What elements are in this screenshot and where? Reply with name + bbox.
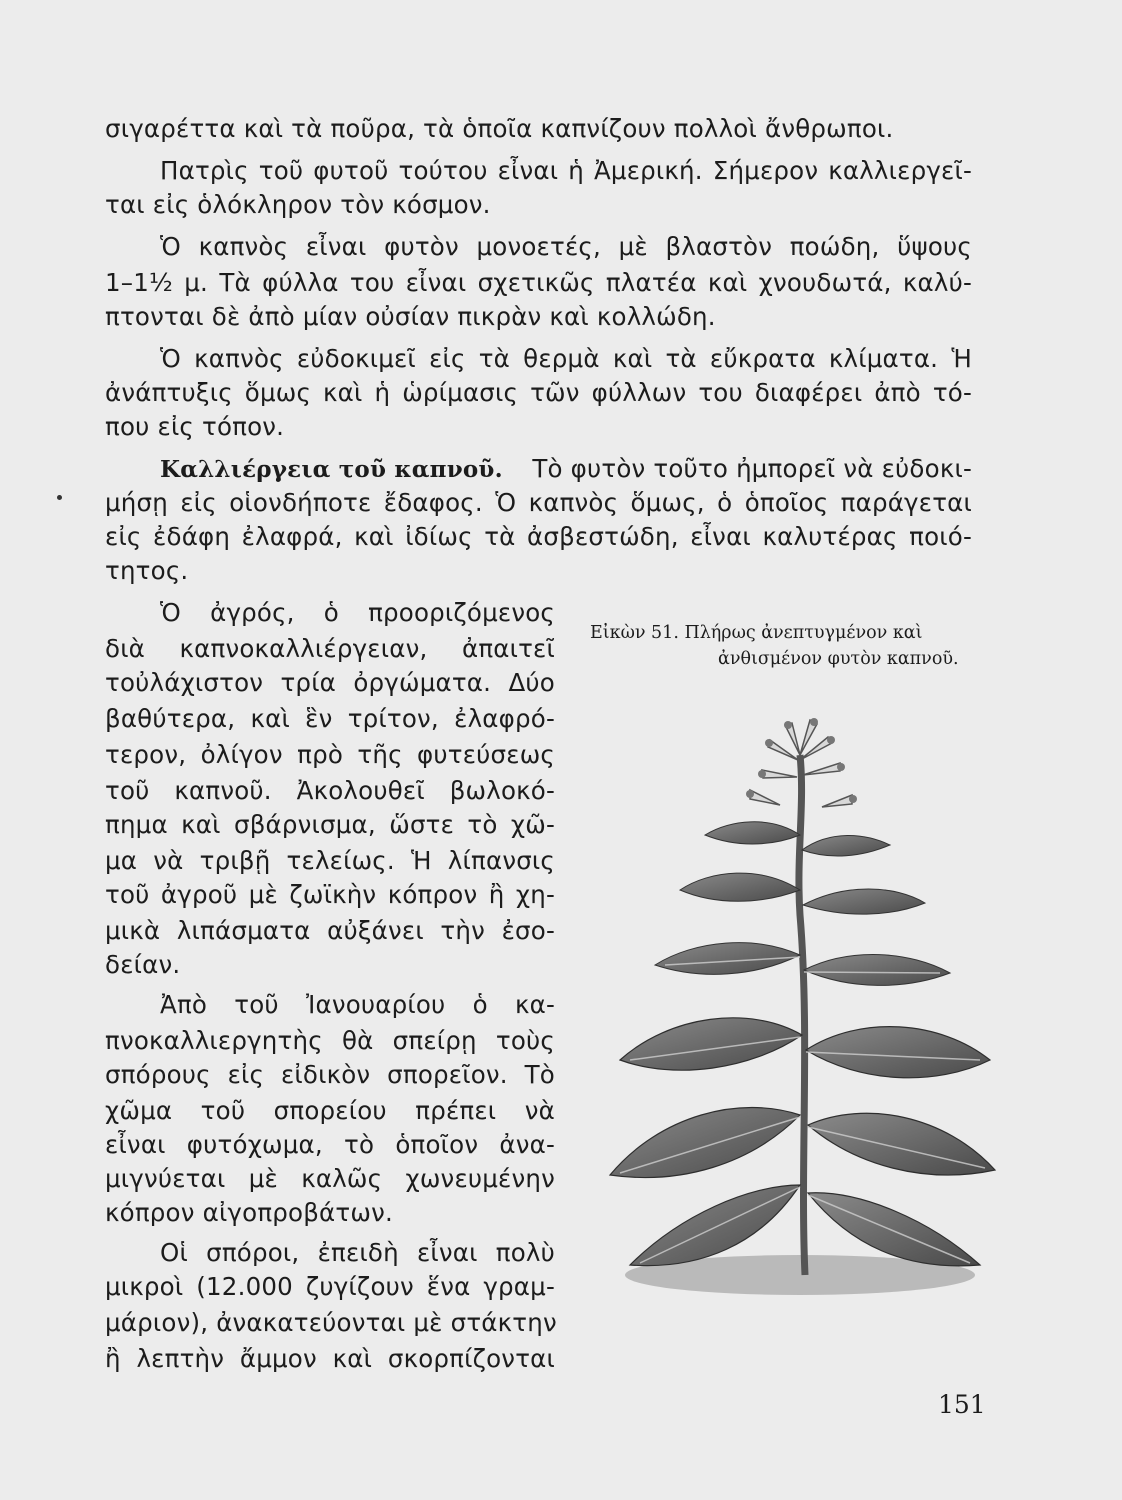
text-line: Ὁ καπνὸς εἶναι φυτὸν μονοετές, μὲ βλαστὸν ποώδη, ὕψους — [160, 232, 972, 261]
tobacco-plant-illustration — [600, 715, 1000, 1315]
column-line: μικὰ λιπάσματα αὐξάνει τὴν ἐσο- — [105, 916, 555, 945]
text-line: ἀνάπτυξις ὅμως καὶ ἡ ὡρίμασις τῶν φύλλων του διαφέρει ἀπὸ τό- — [105, 378, 972, 407]
text-line: τητος. — [105, 556, 189, 585]
column-line: μάριον), ἀνακατεύονται μὲ στάκτην — [105, 1308, 557, 1337]
text-line: πτονται δὲ ἀπὸ μίαν οὐσίαν πικρὰν καὶ κολλώδη. — [105, 302, 716, 331]
column-line: τοῦ ἀγροῦ μὲ ζωϊκὴν κόπρον ἢ χη- — [105, 880, 555, 909]
column-line: Οἱ σπόροι, ἐπειδὴ εἶναι πολὺ — [160, 1238, 555, 1267]
text-line: Πατρὶς τοῦ φυτοῦ τούτου εἶναι ἡ Ἀμερική. Σήμερον καλλιεργεῖ- — [160, 156, 972, 185]
column-line: μιγνύεται μὲ καλῶς χωνευμένην — [105, 1164, 555, 1193]
column-line: πημα καὶ σβάρνισμα, ὥστε τὸ χῶ- — [105, 810, 555, 839]
column-line: χῶμα τοῦ σπορείου πρέπει νὰ — [105, 1096, 555, 1125]
column-line: κόπρον αἰγοπροβάτων. — [105, 1198, 393, 1227]
section-heading: Καλλιέργεια τοῦ καπνοῦ. — [160, 456, 503, 483]
column-line: ἢ λεπτὴν ἄμμον καὶ σκορπίζονται — [105, 1344, 555, 1373]
column-line: διὰ καπνοκαλλιέργειαν, ἀπαιτεῖ — [105, 634, 555, 663]
stray-mark — [57, 495, 62, 500]
text-line: μήσῃ εἰς οἱονδήποτε ἔδαφος. Ὁ καπνὸς ὅμως, ὁ ὁποῖος παράγεται — [105, 488, 972, 517]
column-line: σπόρους εἰς εἰδικὸν σπορεῖον. Τὸ — [105, 1060, 555, 1089]
figure-caption-line-1: Εἰκὼν 51. Πλήρως ἀνεπτυγμένον καὶ — [590, 623, 923, 643]
column-line: πνοκαλλιεργητὴς θὰ σπείρῃ τοὺς — [105, 1026, 555, 1055]
column-line: μα νὰ τριβῇ τελείως. Ἡ λίπανσις — [105, 846, 555, 875]
column-line: Ἀπὸ τοῦ Ἰανουαρίου ὁ κα- — [160, 990, 555, 1019]
page-number: 151 — [938, 1390, 986, 1419]
text-line: ται εἰς ὁλόκληρον τὸν κόσμον. — [105, 190, 491, 219]
column-line: βαθύτερα, καὶ ἓν τρίτον, ἐλαφρό- — [105, 704, 555, 733]
column-line: Ὁ ἀγρός, ὁ προοριζόμενος — [160, 598, 555, 627]
column-line: τοὐλάχιστον τρία ὀργώματα. Δύο — [105, 668, 555, 697]
text-line: Τὸ φυτὸν τοῦτο ἠμπορεῖ νὰ εὐδοκι- — [532, 454, 972, 483]
text-line: σιγαρέττα καὶ τὰ ποῦρα, τὰ ὁποῖα καπνίζουν πολλοὶ ἄνθρωποι. — [105, 114, 894, 143]
column-line: τοῦ καπνοῦ. Ἀκολουθεῖ βωλοκό- — [105, 776, 555, 805]
column-line: μικροὶ (12.000 ζυγίζουν ἕνα γραμ- — [105, 1272, 555, 1301]
column-line: εἶναι φυτόχωμα, τὸ ὁποῖον ἀνα- — [105, 1130, 555, 1159]
column-line: δείαν. — [105, 950, 181, 979]
text-line: Ὁ καπνὸς εὐδοκιμεῖ εἰς τὰ θερμὰ καὶ τὰ εὔκρατα κλίματα. Ἡ — [160, 344, 972, 373]
figure-caption-line-2: ἀνθισμένον φυτὸν καπνοῦ. — [718, 649, 959, 669]
text-line: εἰς ἐδάφη ἐλαφρά, καὶ ἰδίως τὰ ἀσβεστώδη, εἶναι καλυτέρας ποιό- — [105, 522, 972, 551]
text-line: που εἰς τόπον. — [105, 412, 285, 441]
text-line: 1–1½ μ. Τὰ φύλλα του εἶναι σχετικῶς πλατέα καὶ χνουδωτά, καλύ- — [105, 268, 972, 297]
column-line: τερον, ὀλίγον πρὸ τῆς φυτεύσεως — [105, 740, 555, 769]
